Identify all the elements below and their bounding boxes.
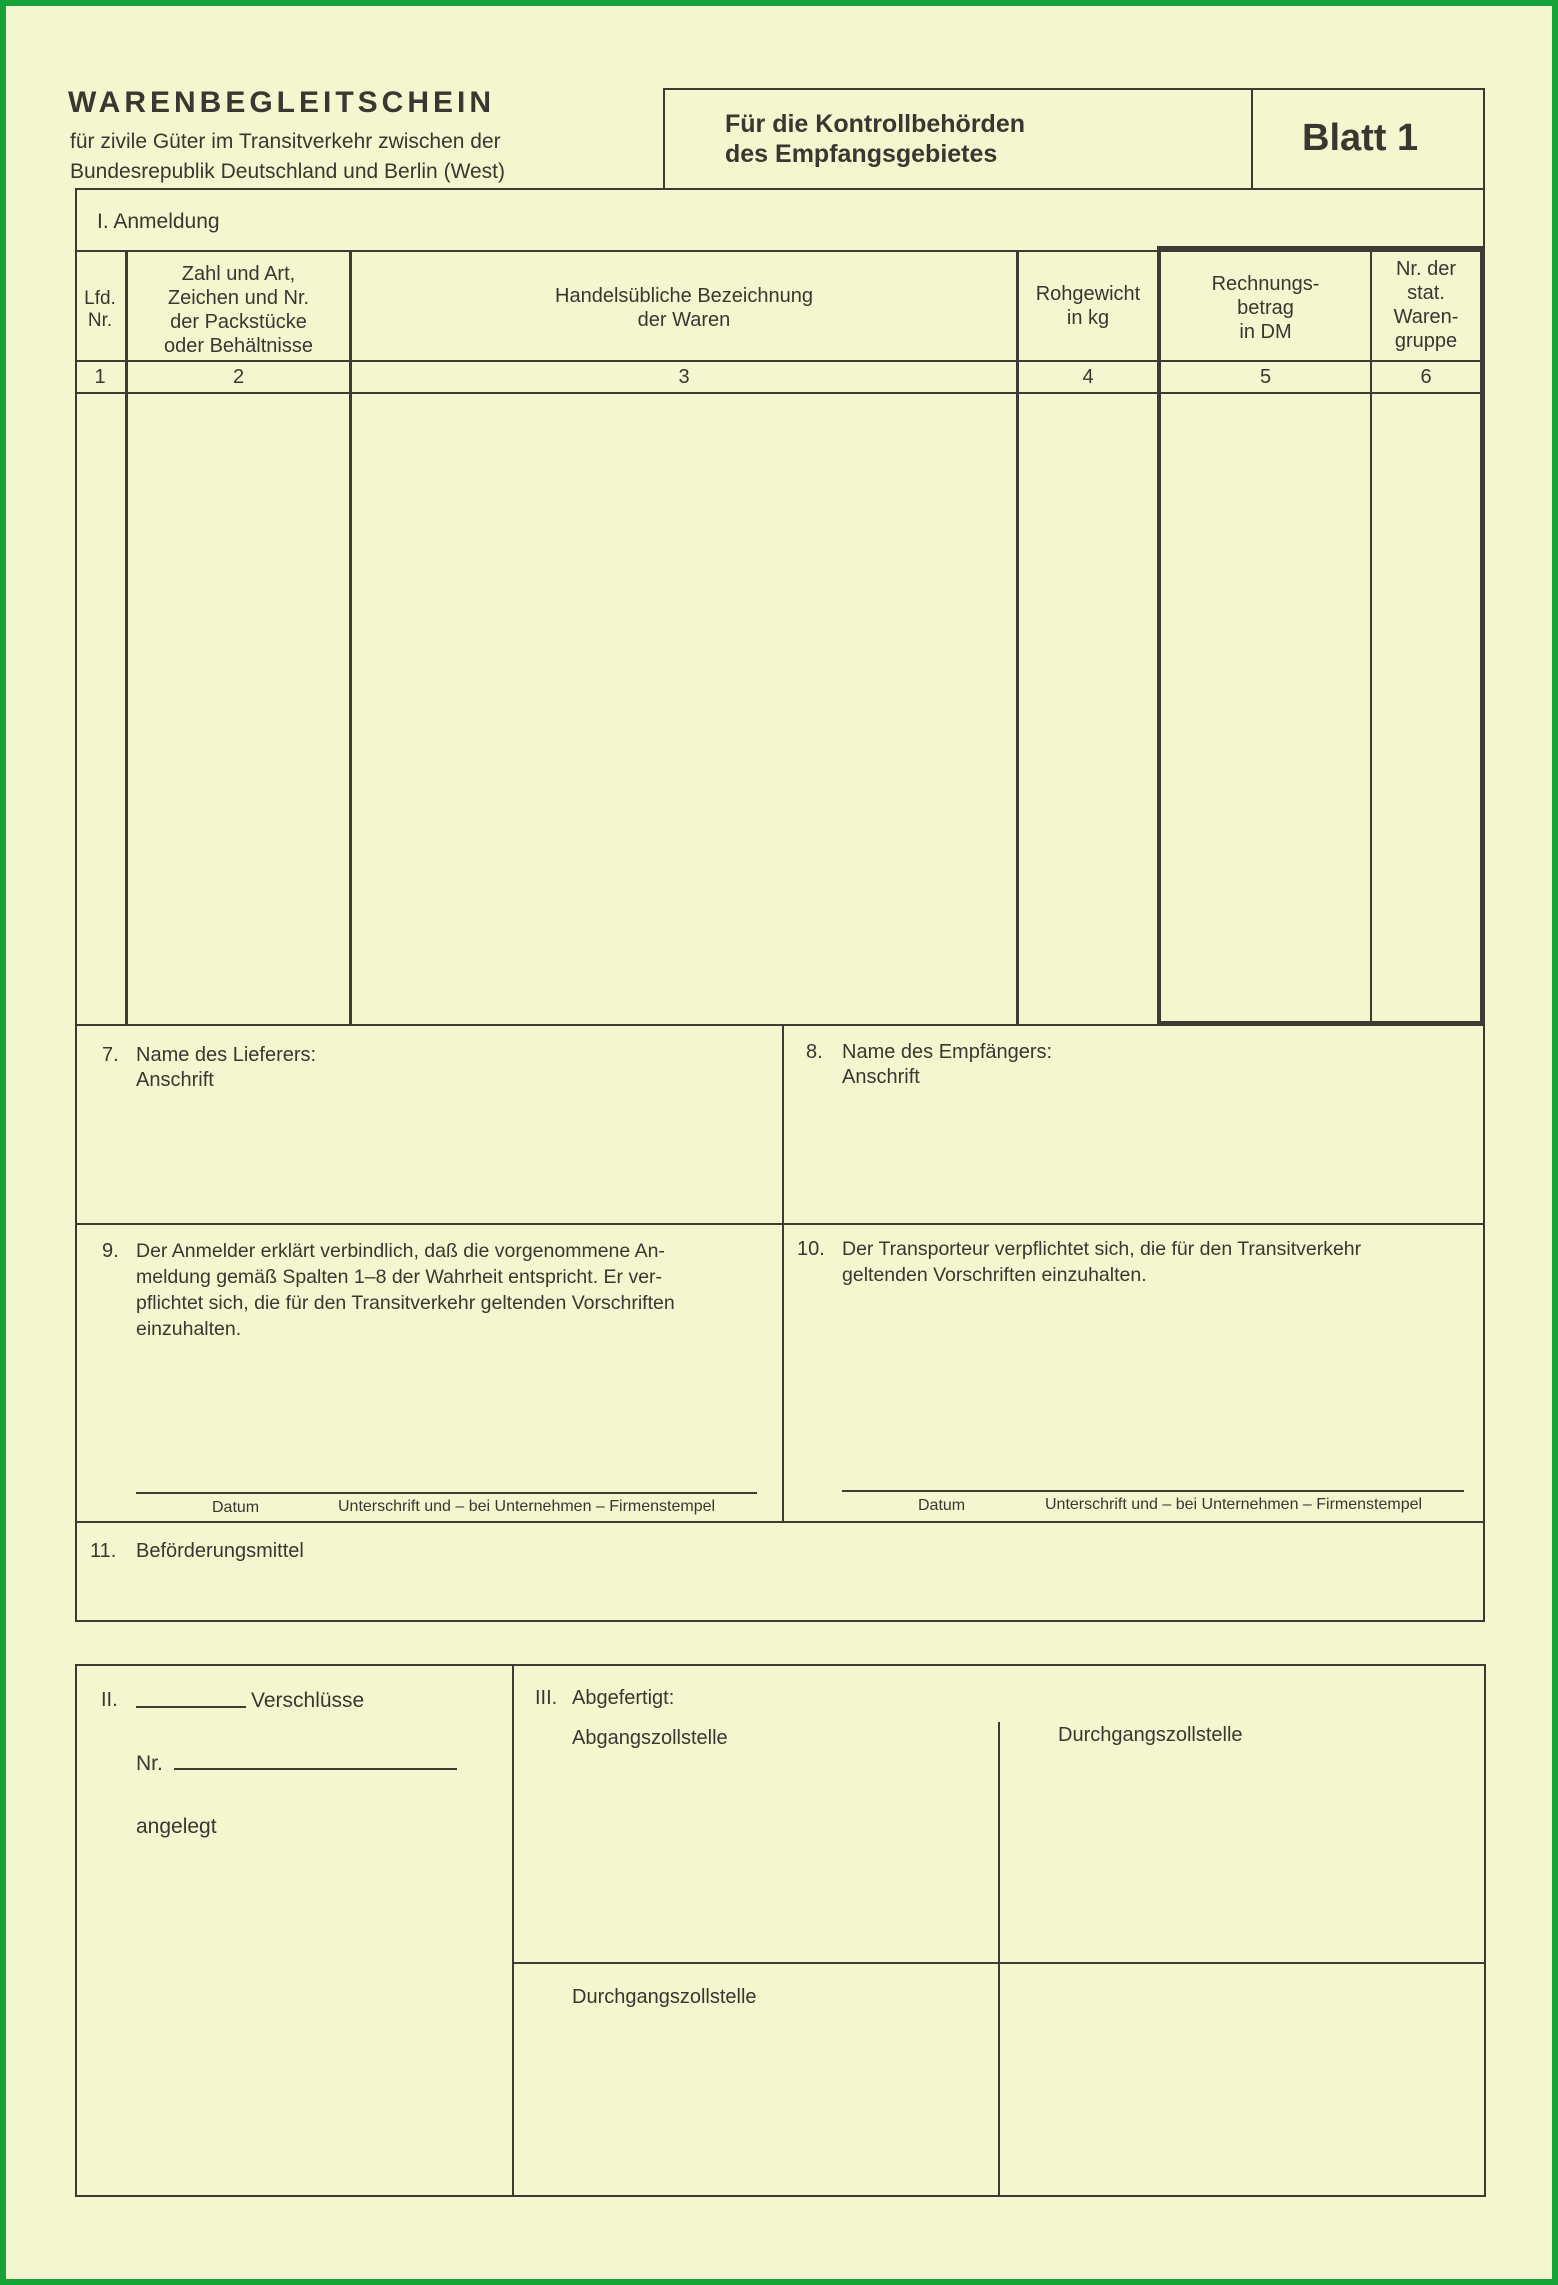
field8-label: Name des Empfängers: xyxy=(842,1041,1053,1063)
section2-label: Verschlüsse xyxy=(251,1689,365,1712)
col-number-6: 6 xyxy=(1420,366,1432,388)
seal-number-field[interactable] xyxy=(174,1768,457,1770)
col-number-3: 3 xyxy=(678,366,690,388)
section1-title: I. Anmeldung xyxy=(97,210,220,233)
form-subtitle-line2: Bundesrepublik Deutschland und Berlin (West) xyxy=(70,160,506,183)
transit-office-stamp-field-3[interactable] xyxy=(1002,1966,1482,2194)
carrier-signature-field[interactable] xyxy=(842,1438,1464,1488)
col-header-3: Handelsübliche Bezeichnung der Waren xyxy=(555,285,813,331)
col-number-4: 4 xyxy=(1082,366,1094,388)
field10-number: 10. xyxy=(797,1238,825,1260)
col-header-6: Nr. der stat. Waren- gruppe xyxy=(1393,258,1459,352)
field11-number: 11. xyxy=(90,1540,117,1562)
transit-office-stamp-field-2[interactable] xyxy=(516,2018,996,2194)
field9-text: Der Anmelder erklärt verbindlich, daß die vorgenommene An- meldung gemäß Spalten 1–8 der Wahrheit entspricht. Er ver- pflichtet sich, die für den Transitverkehr geltenden Vorschriften einzuhalten. xyxy=(136,1240,675,1340)
authority-line1: Für die Kontrollbehörden xyxy=(725,110,1025,138)
col-header-1: Lfd. Nr. xyxy=(84,288,116,331)
field11-label: Beförderungsmittel xyxy=(136,1540,304,1562)
section3-label: Abgefertigt: xyxy=(572,1687,675,1709)
col-header-5: Rechnungs- betrag in DM xyxy=(1211,273,1320,343)
transport-means-field[interactable] xyxy=(380,1530,1480,1616)
supplier-field[interactable] xyxy=(77,1100,780,1222)
departure-office-stamp-field[interactable] xyxy=(516,1760,996,1960)
field7-sub: Anschrift xyxy=(136,1069,214,1091)
field9-number: 9. xyxy=(102,1240,119,1262)
transit-office-label-2: Durchgangszollstelle xyxy=(572,1986,757,2008)
departure-office-label: Abgangszollstelle xyxy=(572,1727,728,1749)
transit-office-stamp-field-1[interactable] xyxy=(1002,1760,1482,1960)
recipient-field[interactable] xyxy=(786,1097,1483,1219)
field9-sign-label: Unterschrift und – bei Unternehmen – Firmenstempel xyxy=(338,1498,716,1515)
field10-text: Der Transporteur verpflichtet sich, die für den Transitverkehr geltenden Vorschriften einzuhalten. xyxy=(842,1238,1362,1286)
authority-line2: des Empfangsgebietes xyxy=(725,140,998,168)
field9-date-label: Datum xyxy=(212,1499,260,1516)
field7-number: 7. xyxy=(102,1044,119,1066)
col-header-2: Zahl und Art, Zeichen und Nr. der Packstücke oder Behältnisse xyxy=(164,263,313,357)
form-subtitle-line1: für zivile Güter im Transitverkehr zwischen der xyxy=(70,130,501,153)
field8-sub: Anschrift xyxy=(842,1066,920,1088)
field10-sign-label: Unterschrift und – bei Unternehmen – Firmenstempel xyxy=(1045,1496,1423,1513)
section2-applied: angelegt xyxy=(136,1815,217,1838)
form-title: WARENBEGLEITSCHEIN xyxy=(68,86,496,119)
field8-number: 8. xyxy=(806,1041,823,1063)
section2-number: II. xyxy=(101,1689,118,1711)
section2-nr-label: Nr. xyxy=(136,1752,163,1775)
col-number-1: 1 xyxy=(94,366,106,388)
field10-date-label: Datum xyxy=(918,1497,966,1514)
col-header-4: Rohgewicht in kg xyxy=(1035,283,1141,329)
goods-entry-area[interactable] xyxy=(77,395,1480,1023)
col-number-5: 5 xyxy=(1259,366,1272,388)
field7-label: Name des Lieferers: xyxy=(136,1044,317,1066)
col-number-2: 2 xyxy=(232,366,245,388)
transit-office-label-1: Durchgangszollstelle xyxy=(1058,1724,1243,1746)
section3-number: III. xyxy=(535,1687,558,1709)
sheet-number: Blatt 1 xyxy=(1302,117,1419,159)
declarant-signature-field[interactable] xyxy=(136,1440,757,1490)
